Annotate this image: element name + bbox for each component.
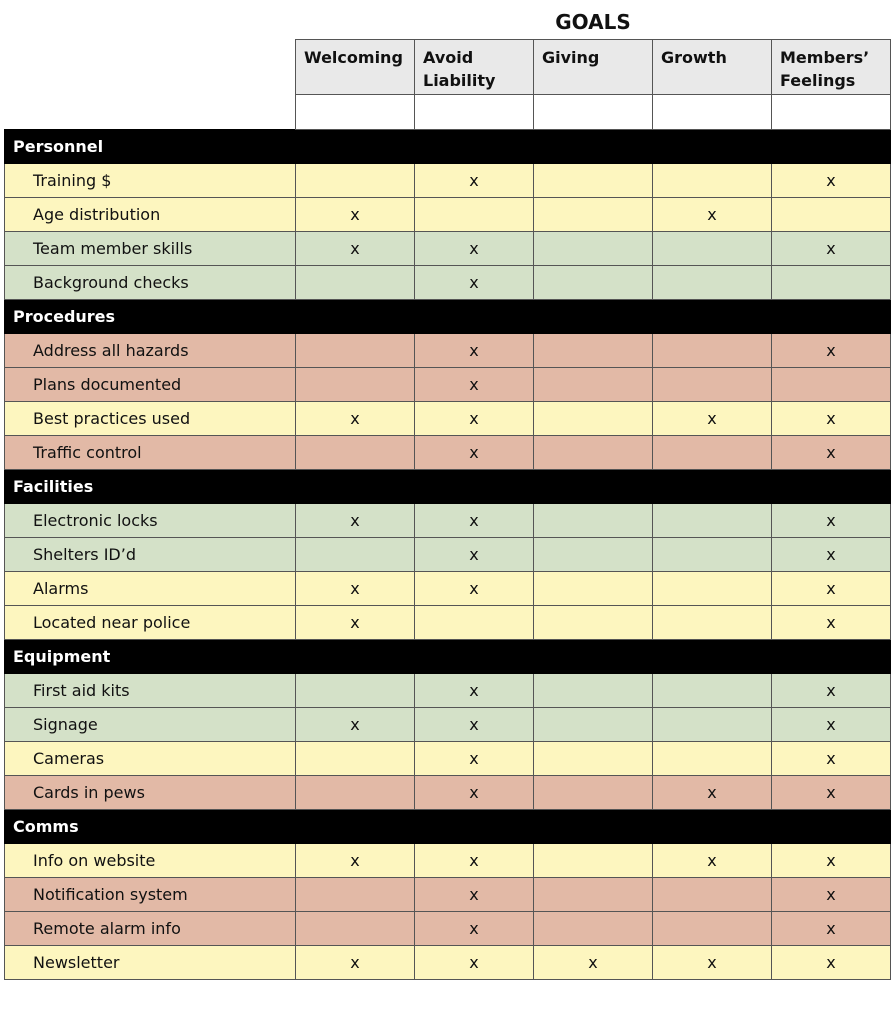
- goal-mark-cell: x: [772, 164, 891, 198]
- goal-mark-cell: [296, 368, 415, 402]
- goal-mark-cell: x: [296, 844, 415, 878]
- goal-mark-cell: x: [415, 334, 534, 368]
- goal-spacer-row: [5, 95, 891, 130]
- input-label: Electronic locks: [5, 504, 296, 538]
- spacer-cell: [415, 95, 534, 130]
- goal-mark-cell: x: [772, 912, 891, 946]
- goal-mark-cell: x: [296, 504, 415, 538]
- goal-mark-cell: x: [415, 504, 534, 538]
- goal-mark-cell: x: [772, 232, 891, 266]
- goal-mark-cell: [653, 742, 772, 776]
- goal-mark-cell: [534, 198, 653, 232]
- input-row: [5, 368, 891, 402]
- goal-mark-cell: x: [296, 232, 415, 266]
- spacer-blank-cell: [5, 95, 296, 130]
- goal-mark-cell: [534, 402, 653, 436]
- input-label: Background checks: [5, 266, 296, 300]
- goal-mark-cell: [296, 266, 415, 300]
- goal-mark-cell: [534, 912, 653, 946]
- goal-mark-cell: [534, 674, 653, 708]
- input-label: Alarms: [5, 572, 296, 606]
- input-row: [5, 844, 891, 878]
- goal-mark-cell: [534, 504, 653, 538]
- input-row: [5, 164, 891, 198]
- input-row: [5, 538, 891, 572]
- goal-mark-cell: x: [653, 198, 772, 232]
- goal-mark-cell: x: [772, 334, 891, 368]
- category-label: Equipment: [5, 640, 891, 674]
- goal-mark-cell: [534, 742, 653, 776]
- input-row: [5, 572, 891, 606]
- input-label: Plans documented: [5, 368, 296, 402]
- goal-mark-cell: x: [415, 436, 534, 470]
- goal-mark-cell: [296, 334, 415, 368]
- goal-mark-cell: [653, 878, 772, 912]
- goal-mark-cell: x: [772, 946, 891, 980]
- input-label: Signage: [5, 708, 296, 742]
- goal-mark-cell: x: [772, 878, 891, 912]
- goal-mark-cell: x: [772, 674, 891, 708]
- goal-mark-cell: x: [415, 232, 534, 266]
- input-row: [5, 266, 891, 300]
- goal-mark-cell: [534, 436, 653, 470]
- goal-mark-cell: x: [772, 436, 891, 470]
- category-label: Personnel: [5, 130, 891, 164]
- goal-mark-cell: x: [296, 198, 415, 232]
- input-label: Age distribution: [5, 198, 296, 232]
- goal-mark-cell: [653, 266, 772, 300]
- input-row: [5, 912, 891, 946]
- goal-mark-cell: [653, 912, 772, 946]
- input-row: [5, 776, 891, 810]
- goal-header-welcoming: Welcoming: [296, 40, 415, 95]
- goal-mark-cell: [415, 606, 534, 640]
- goal-mark-cell: x: [772, 776, 891, 810]
- spacer-cell: [296, 95, 415, 130]
- goal-mark-cell: [653, 606, 772, 640]
- goal-mark-cell: [296, 538, 415, 572]
- goal-mark-cell: [534, 776, 653, 810]
- input-label: Cards in pews: [5, 776, 296, 810]
- input-label: Cameras: [5, 742, 296, 776]
- goal-mark-cell: [415, 198, 534, 232]
- input-label: Best practices used: [5, 402, 296, 436]
- input-row: [5, 334, 891, 368]
- input-row: [5, 606, 891, 640]
- goal-mark-cell: [653, 368, 772, 402]
- goal-mark-cell: [653, 334, 772, 368]
- goal-mark-cell: x: [653, 402, 772, 436]
- goal-mark-cell: [653, 538, 772, 572]
- goal-mark-cell: x: [415, 402, 534, 436]
- goal-mark-cell: x: [772, 606, 891, 640]
- goal-mark-cell: x: [415, 708, 534, 742]
- goal-mark-cell: [653, 164, 772, 198]
- goal-mark-cell: [653, 572, 772, 606]
- input-row: [5, 742, 891, 776]
- goal-mark-cell: x: [415, 266, 534, 300]
- header-blank-cell: [5, 40, 296, 95]
- goals-inputs-matrix: [4, 39, 891, 980]
- goal-mark-cell: [296, 436, 415, 470]
- goal-mark-cell: [534, 844, 653, 878]
- goal-mark-cell: x: [653, 776, 772, 810]
- category-row: [5, 130, 891, 164]
- goal-mark-cell: [653, 504, 772, 538]
- goal-mark-cell: [534, 538, 653, 572]
- category-row: [5, 640, 891, 674]
- goal-mark-cell: x: [772, 742, 891, 776]
- goal-mark-cell: x: [296, 572, 415, 606]
- input-label: Address all hazards: [5, 334, 296, 368]
- input-label: Team member skills: [5, 232, 296, 266]
- goal-mark-cell: [653, 708, 772, 742]
- input-row: [5, 504, 891, 538]
- input-label: Training $: [5, 164, 296, 198]
- goal-header-giving: Giving: [534, 40, 653, 95]
- category-row: [5, 470, 891, 504]
- goal-mark-cell: x: [772, 504, 891, 538]
- goal-mark-cell: x: [296, 402, 415, 436]
- goal-mark-cell: x: [653, 844, 772, 878]
- input-label: Remote alarm info: [5, 912, 296, 946]
- goal-mark-cell: [534, 606, 653, 640]
- input-label: Located near police: [5, 606, 296, 640]
- input-label: Notification system: [5, 878, 296, 912]
- input-row: [5, 878, 891, 912]
- input-label: Newsletter: [5, 946, 296, 980]
- goal-mark-cell: [296, 674, 415, 708]
- category-label: Comms: [5, 810, 891, 844]
- goal-mark-cell: [653, 436, 772, 470]
- goal-mark-cell: x: [415, 844, 534, 878]
- input-row: [5, 232, 891, 266]
- goal-header-avoid-liability: Avoid Liability: [415, 40, 534, 95]
- goal-mark-cell: x: [296, 708, 415, 742]
- goal-mark-cell: x: [534, 946, 653, 980]
- goal-mark-cell: [534, 708, 653, 742]
- goal-mark-cell: x: [772, 708, 891, 742]
- goal-mark-cell: [534, 878, 653, 912]
- goal-mark-cell: x: [415, 674, 534, 708]
- input-row: [5, 402, 891, 436]
- goal-mark-cell: x: [415, 742, 534, 776]
- input-label: First aid kits: [5, 674, 296, 708]
- input-row: [5, 708, 891, 742]
- goal-mark-cell: [296, 742, 415, 776]
- input-row: [5, 674, 891, 708]
- goal-mark-cell: x: [415, 538, 534, 572]
- goal-mark-cell: [534, 334, 653, 368]
- goal-mark-cell: [534, 266, 653, 300]
- goal-mark-cell: [772, 266, 891, 300]
- goal-mark-cell: x: [772, 538, 891, 572]
- goal-mark-cell: x: [415, 164, 534, 198]
- goal-mark-cell: [296, 164, 415, 198]
- goal-mark-cell: [772, 198, 891, 232]
- goal-mark-cell: [653, 674, 772, 708]
- goal-header-members-feelings: Members’ Feelings: [772, 40, 891, 95]
- goal-header-row: [5, 40, 891, 95]
- input-row: [5, 436, 891, 470]
- goal-mark-cell: [296, 912, 415, 946]
- spacer-cell: [534, 95, 653, 130]
- goal-mark-cell: x: [653, 946, 772, 980]
- goal-mark-cell: x: [296, 606, 415, 640]
- goal-mark-cell: [534, 164, 653, 198]
- goal-mark-cell: [772, 368, 891, 402]
- goal-mark-cell: x: [296, 946, 415, 980]
- input-row: [5, 946, 891, 980]
- category-row: [5, 300, 891, 334]
- goal-mark-cell: x: [415, 878, 534, 912]
- goal-mark-cell: x: [772, 844, 891, 878]
- goal-mark-cell: x: [415, 912, 534, 946]
- input-label: Traffic control: [5, 436, 296, 470]
- category-row: [5, 810, 891, 844]
- matrix-body: [5, 40, 891, 980]
- goal-header-growth: Growth: [653, 40, 772, 95]
- spacer-cell: [772, 95, 891, 130]
- input-label: Shelters ID’d: [5, 538, 296, 572]
- goal-mark-cell: x: [415, 946, 534, 980]
- input-label: Info on website: [5, 844, 296, 878]
- goal-mark-cell: x: [415, 776, 534, 810]
- goal-mark-cell: [534, 368, 653, 402]
- goal-mark-cell: x: [415, 368, 534, 402]
- spacer-cell: [653, 95, 772, 130]
- goal-mark-cell: [653, 232, 772, 266]
- goal-mark-cell: [296, 878, 415, 912]
- goal-mark-cell: [534, 232, 653, 266]
- goal-mark-cell: [534, 572, 653, 606]
- goal-mark-cell: x: [772, 402, 891, 436]
- input-row: [5, 198, 891, 232]
- goal-mark-cell: x: [415, 572, 534, 606]
- goal-mark-cell: [296, 776, 415, 810]
- goal-mark-cell: x: [772, 572, 891, 606]
- category-label: Procedures: [5, 300, 891, 334]
- category-label: Facilities: [5, 470, 891, 504]
- goals-title: GOALS: [555, 10, 631, 34]
